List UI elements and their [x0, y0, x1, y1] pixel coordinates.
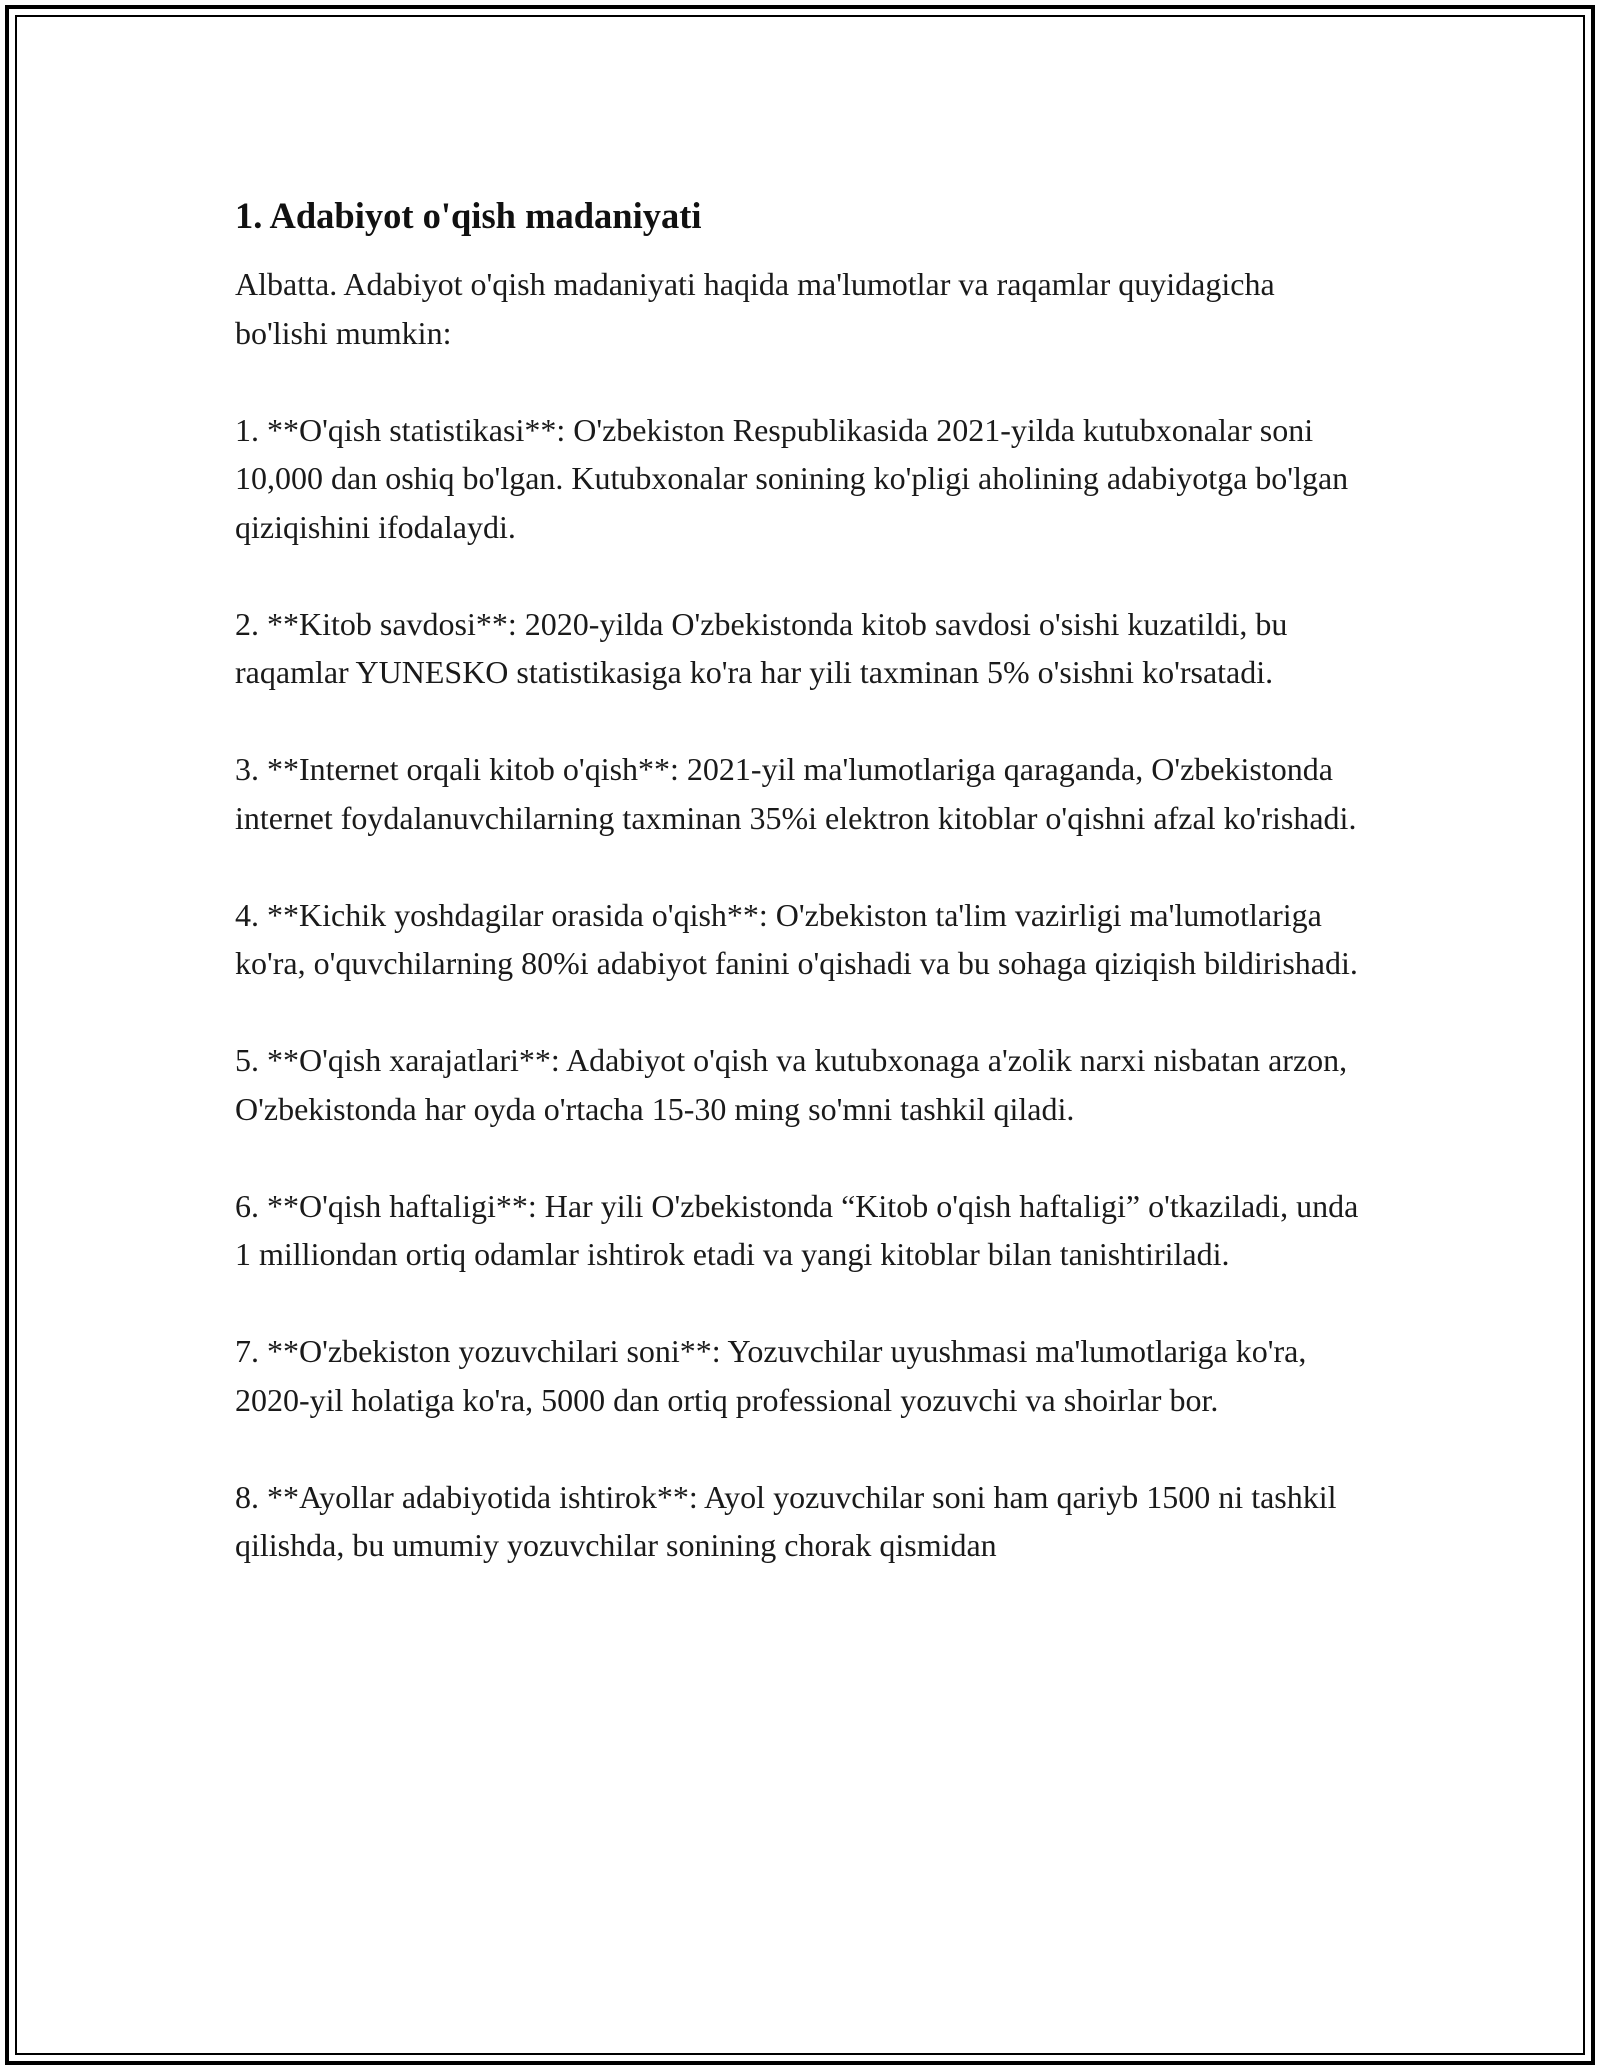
list-item: 3. **Internet orqali kitob o'qish**: 2021-yil ma'lumotlariga qaraganda, O'zbekistonda internet foydalanuvchilarning taxminan 35%i elektron kitoblar o'qishni afzal ko'rishadi. [235, 751, 1357, 836]
list-item: 7. **O'zbekiston yozuvchilari soni**: Yozuvchilar uyushmasi ma'lumotlariga ko'ra, 2020-yil holatiga ko'ra, 5000 dan ortiq professional yozuvchi va shoirlar bor. [235, 1333, 1307, 1418]
list-item: 1. **O'qish statistikasi**: O'zbekiston Respublikasida 2021-yilda kutubxonalar soni 10,000 dan oshiq bo'lgan. Kutubxonalar sonining ko'pligi aholining adabiyotga bo'lgan qiziqishini ifodalaydi. [235, 411, 1349, 545]
document-heading: 1. Adabiyot o'qish madaniyati [235, 195, 702, 236]
list-item: 8. **Ayollar adabiyotida ishtirok**: Ayol yozuvchilar soni ham qariyb 1500 ni tashkil qilishda, bu umumiy yozuvchilar sonining chorak qismidan [235, 1478, 1337, 1563]
list-item: 4. **Kichik yoshdagilar orasida o'qish**: O'zbekiston ta'lim vazirligi ma'lumotlariga ko'ra, o'quvchilarning 80%i adabiyot fanini o'qishadi va bu sohaga qiziqish bildirishadi. [235, 896, 1358, 981]
intro-paragraph: Albatta. Adabiyot o'qish madaniyati haqida ma'lumotlar va raqamlar quyidagicha bo'lishi mumkin: [235, 266, 1275, 351]
document-body [235, 190, 1375, 1570]
list-item: 5. **O'qish xarajatlari**: Adabiyot o'qish va kutubxonaga a'zolik narxi nisbatan arzon, O'zbekistonda har oyda o'rtacha 15-30 ming so'mni tashkil qiladi. [235, 1042, 1348, 1127]
list-item: 6. **O'qish haftaligi**: Har yili O'zbekistonda “Kitob o'qish haftaligi” o'tkaziladi, unda 1 milliondan ortiq odamlar ishtirok etadi va yangi kitoblar bilan tanishtiriladi. [235, 1187, 1359, 1272]
list-item: 2. **Kitob savdosi**: 2020-yilda O'zbekistonda kitob savdosi o'sishi kuzatildi, bu raqamlar YUNESKO statistikasiga ko'ra har yili taxminan 5% o'sishni ko'rsatadi. [235, 605, 1288, 690]
